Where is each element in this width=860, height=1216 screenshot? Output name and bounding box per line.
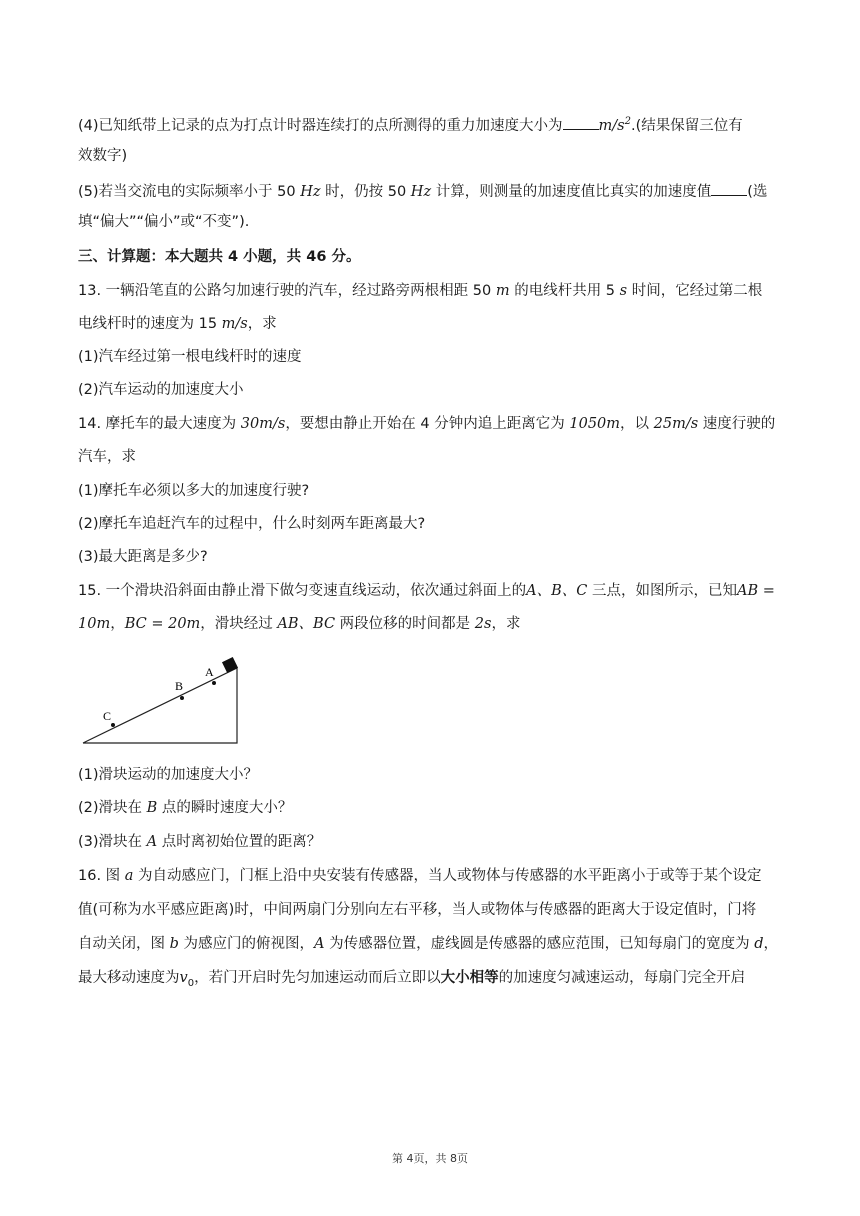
q13-line2 (78, 314, 277, 334)
q13-text: ，求 (247, 316, 277, 332)
q13-text: 时间，它经过第二根 (631, 283, 763, 299)
value: 2s (474, 616, 492, 632)
q16-text: 为自动感应门，门框上沿中央安装有传感器，当人或物体与传感器的水平距离小于或等于某个设定 (138, 868, 762, 884)
unit: m/s (221, 316, 248, 332)
q16-line1 (78, 866, 762, 886)
q16-line2: 值(可称为水平感应距离)时，中间两扇门分别向左右平移，当人或物体与传感器的距离大于设定值时，门将 (78, 902, 757, 918)
value: 10m (78, 616, 111, 632)
value: 1050m (569, 416, 621, 432)
q16-text: 为感应门的俯视图， (183, 936, 315, 952)
q13-sub2: (2)汽车运动的加速度大小 (78, 382, 244, 398)
figure-label: a (124, 868, 134, 884)
q12-part4-text-b: .(结果保留三位有 (631, 117, 743, 134)
q15-text: 15. 一个滑块沿斜面由静止滑下做匀变速直线运动，依次通过斜面上的 (78, 583, 527, 599)
q15-line2: 10m，BC = 20m，滑块经过 AB、BC 两段位移的时间都是 2s，求 (78, 616, 521, 632)
q14-text: 14. 摩托车的最大速度为 (78, 416, 237, 432)
q12-part5-text-d: (选 (747, 184, 768, 200)
emphasis-text: 大小相等 (440, 970, 499, 986)
q15-sub2 (78, 798, 292, 818)
q12-part4-line1 (78, 112, 743, 136)
point-c-dot (111, 723, 115, 727)
variable: d (754, 936, 764, 952)
point-b-dot (180, 696, 184, 700)
q16-line3 (78, 934, 778, 954)
q12-part4-line2 (78, 146, 127, 166)
point-label: A (314, 936, 325, 952)
q12-part5-text: (5)若当交流电的实际频率小于 50 (78, 184, 296, 200)
q15-text: ，求 (491, 616, 521, 632)
point-b-label: B (175, 679, 184, 693)
value: 30m/s (240, 416, 286, 432)
section-title: 三、计算题：本大题共 4 小题，共 46 分。 (78, 249, 361, 265)
q16-text: ， (763, 936, 779, 952)
q14-sub1: (1)摩托车必须以多大的加速度行驶? (78, 483, 310, 499)
q12-part4-text: (4)已知纸带上记录的点为打点计时器连续打的点所测得的重力加速度大小为 (78, 117, 563, 134)
point-c-label: C (103, 709, 112, 723)
unit-exponent: 2 (624, 116, 631, 127)
q12-part5-text-b: 时，仍按 50 (325, 184, 407, 200)
q12-part5-text-e: 填“偏大”“偏小”或“不变”). (78, 214, 250, 230)
point-a-label: A (205, 665, 214, 679)
unit: Hz (410, 184, 432, 200)
q12-part5-line1 (78, 181, 767, 202)
q15-text: 三点，如图所示，已知 (592, 583, 738, 599)
q16-text: 16. 图 (78, 868, 121, 884)
point-label: A (146, 834, 158, 850)
q15-sub3 (78, 832, 321, 852)
incline-figure (76, 655, 246, 747)
variable-subscript: 0 (187, 977, 195, 989)
q12-part5-line2 (78, 212, 249, 232)
q14-line1 (78, 414, 775, 434)
q16-text: 自动关闭，图 (78, 936, 165, 952)
q14-line2: 汽车，求 (78, 449, 136, 465)
q15-text: ，滑块经过 (200, 616, 273, 632)
q12-part5-text-c: 计算，则测量的加速度值比真实的加速度值 (435, 184, 712, 200)
q15-text: 两段位移的时间都是 (339, 616, 471, 632)
equation: AB = (737, 583, 775, 599)
q16-text: ，若门开启时先匀加速运动而后立即以 (194, 970, 441, 986)
q12-part4-text-c: 效数字) (78, 148, 128, 164)
q13-text: 13. 一辆沿笔直的公路匀加速行驶的汽车，经过路旁两根相距 50 (78, 283, 492, 299)
q13-sub1: (1)汽车经过第一根电线杆时的速度 (78, 349, 302, 365)
q14-text: ，以 (620, 416, 650, 432)
slider-block (222, 657, 238, 673)
q15-sub2-text: (2)滑块在 (78, 800, 143, 816)
q15-sub1: (1)滑块运动的加速度大小？ (78, 767, 259, 783)
q15-sub3-text: (3)滑块在 (78, 834, 143, 850)
q13-line1 (78, 281, 762, 301)
segments: AB、BC (277, 616, 336, 632)
variable: v (179, 970, 188, 986)
point-labels: A、B、C (526, 583, 588, 599)
unit: m/s (598, 117, 625, 134)
q14-text: ，要想由静止开始在 4 分钟内追上距离它为 (285, 416, 565, 432)
point-label: B (146, 800, 158, 816)
unit: s (619, 283, 628, 299)
q16-text: 的加速度匀减速运动，每扇门完全开启 (498, 970, 746, 986)
q13-text: 的电线杆共用 5 (514, 283, 616, 299)
q14-text: 速度行驶的 (702, 416, 776, 432)
q13-text: 电线杆时的速度为 15 (78, 316, 218, 332)
unit: m (495, 283, 510, 299)
q16-text: 最大移动速度为 (78, 970, 180, 986)
answer-blank[interactable] (563, 115, 599, 130)
value: 25m/s (653, 416, 699, 432)
q16-line4 (78, 968, 745, 994)
answer-blank[interactable] (711, 181, 747, 196)
q15-sub3-text: 点时离初始位置的距离？ (161, 834, 322, 850)
q14-sub2: (2)摩托车追赶汽车的过程中，什么时刻两车距离最大? (78, 516, 426, 532)
equation: BC = 20m (124, 616, 201, 632)
q15-line1 (78, 581, 775, 601)
incline-triangle (83, 668, 237, 743)
q16-text: 为传感器位置，虚线圆是传感器的感应范围，已知每扇门的宽度为 (329, 936, 750, 952)
figure-label: b (169, 936, 179, 952)
unit: Hz (300, 184, 321, 200)
q15-sub2-text: 点的瞬时速度大小？ (161, 800, 293, 816)
point-a-dot (212, 681, 216, 685)
page-footer: 第 4页，共 8页 (392, 1152, 468, 1165)
q14-sub3: (3)最大距离是多少? (78, 549, 208, 565)
